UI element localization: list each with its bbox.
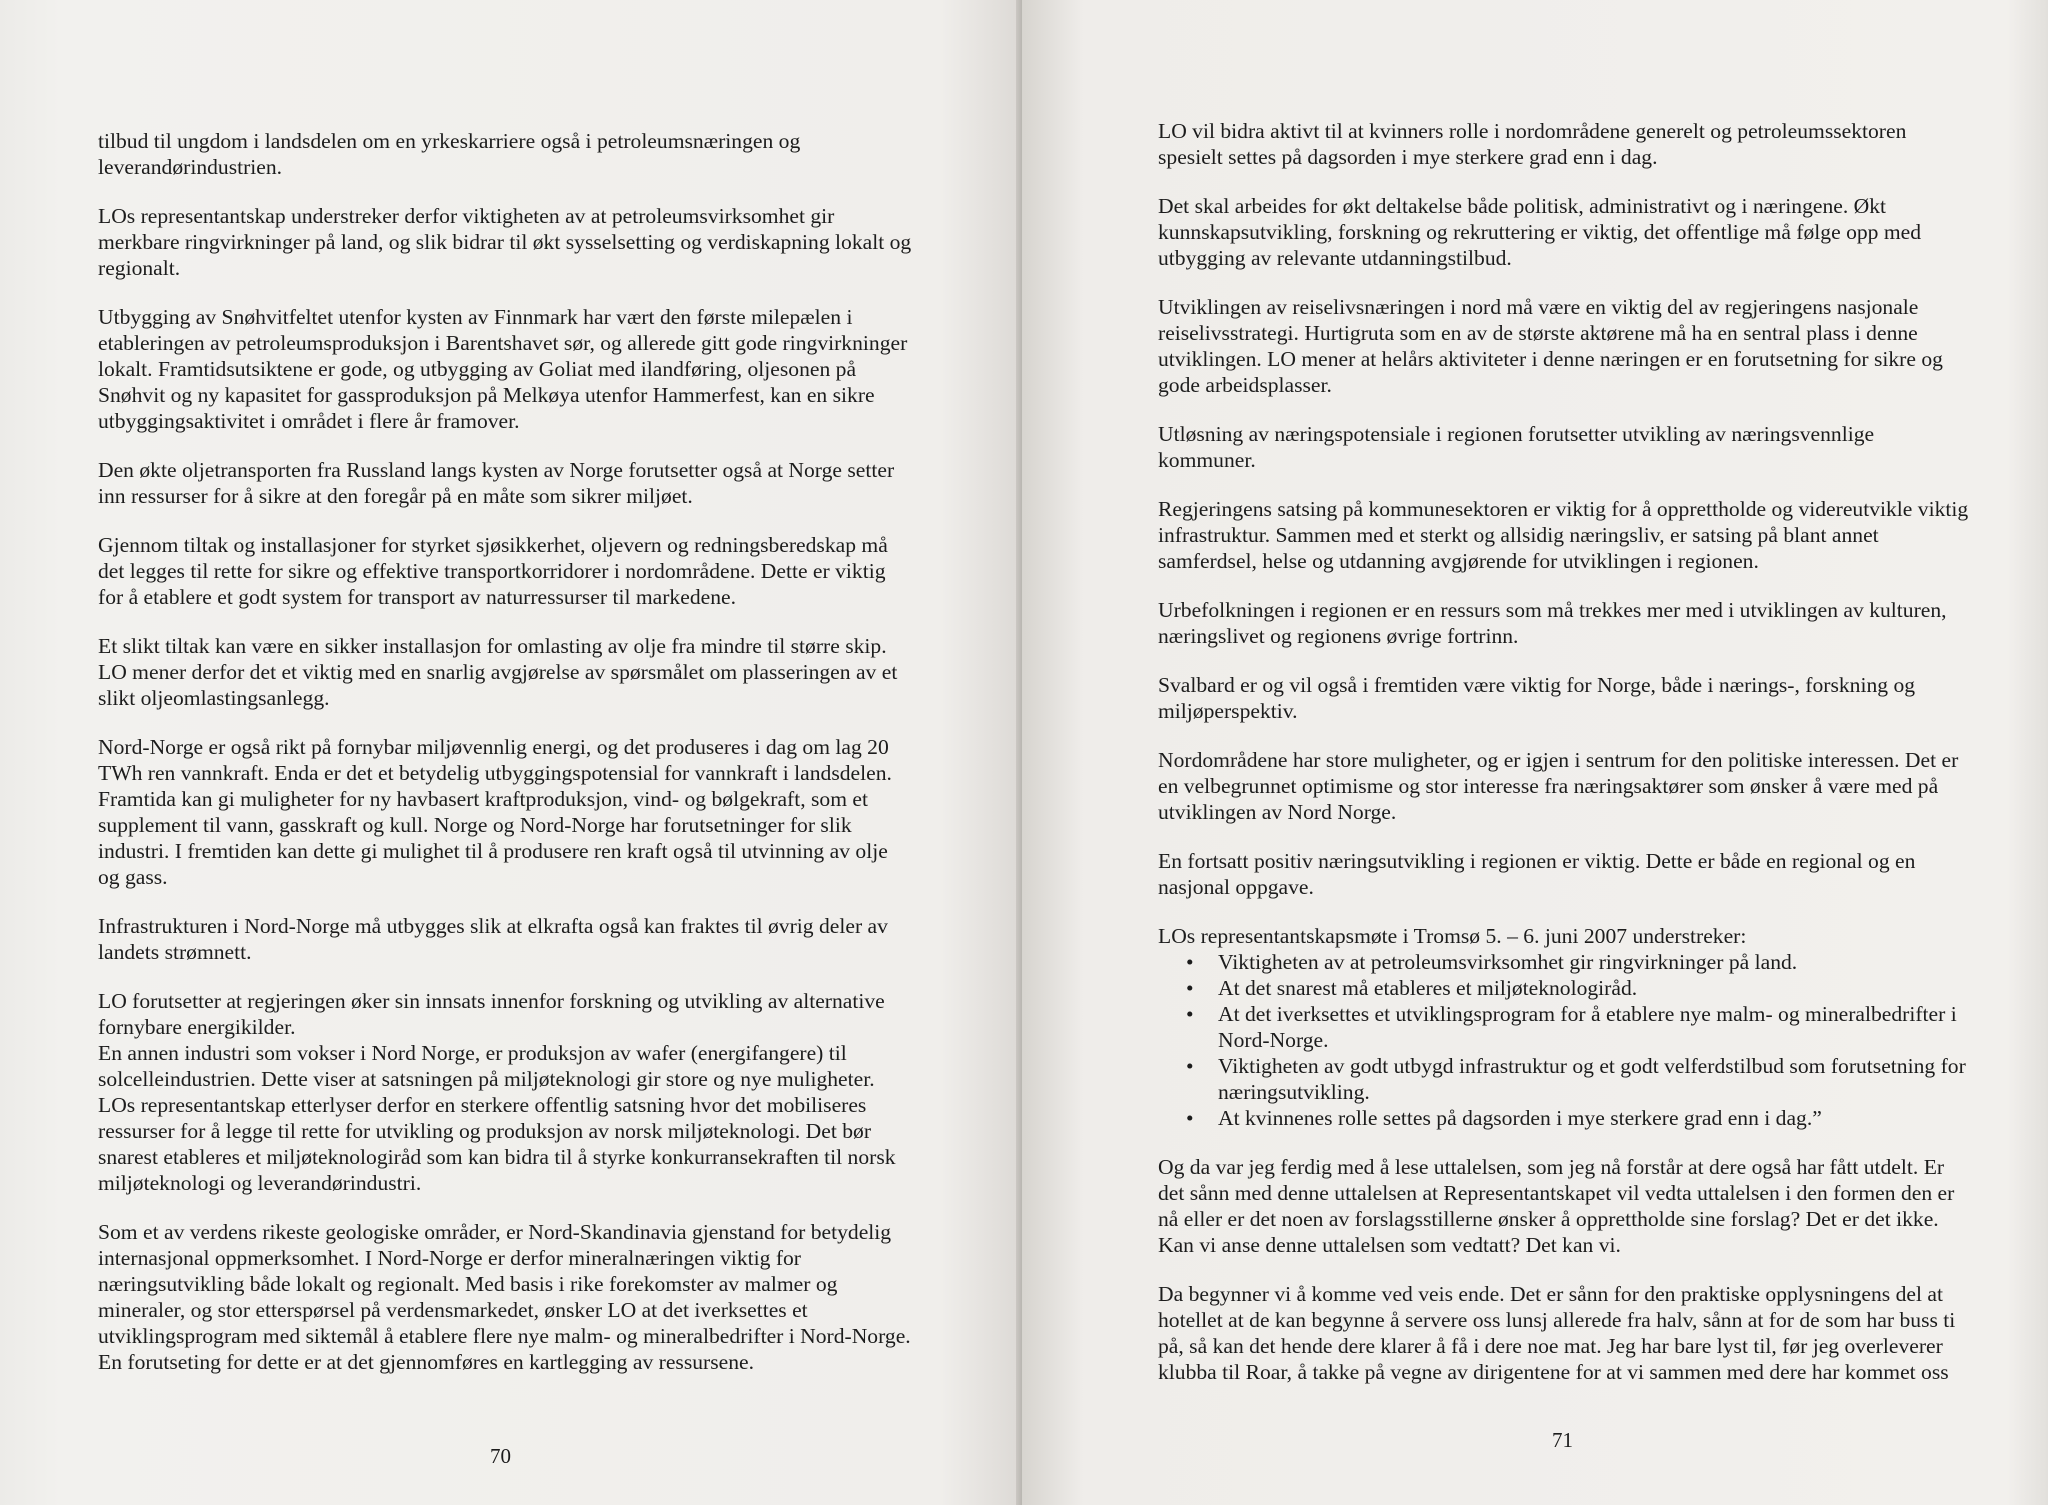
paragraph: Det skal arbeides for økt deltakelse både politisk, administrativt og i næringene. Økt kunnskapsutvikling, forskning og rekruttering er viktig, det offentlige må følge opp med utbygging av relevante utdanningstilbud.: [1158, 194, 1922, 270]
paragraph: Infrastrukturen i Nord-Norge må utbygges slik at elkrafta også kan fraktes til øvrig deler av landets strømnett.: [98, 914, 888, 964]
list-item-text: At det snarest må etableres et miljøteknologiråd.: [1218, 976, 1638, 1000]
list-item: [1186, 1053, 2008, 1105]
paragraph: LO vil bidra aktivt til at kvinners rolle i nordområdene generelt og petroleumssektoren spesielt settes på dagsorden i mye sterkere grad enn i dag.: [1158, 119, 1907, 169]
list-item: [1186, 1001, 2008, 1053]
bullet-icon: •: [1186, 950, 1194, 974]
list-intro: LOs representantskapsmøte i Tromsø 5. – 6. juni 2007 understreker:: [1158, 924, 1747, 948]
paragraph: Nordområdene har store muligheter, og er igjen i sentrum for den politiske interessen. Det er en velbegrunnet optimisme og stor interesse fra næringsaktører som ønsker å være med på utviklingen av Nord Norge.: [1158, 748, 1959, 824]
paragraph: Den økte oljetransporten fra Russland langs kysten av Norge forutsetter også at Norge setter inn ressurser for å sikre at den foregår på en måte som sikrer miljøet.: [98, 458, 895, 508]
paragraph: Gjennom tiltak og installasjoner for styrket sjøsikkerhet, oljevern og redningsberedskap må det legges til rette for sikre og effektive transportkorridorer i nordområdene. Dette er viktig for å etablere et godt system for transport av naturressurser til markedene.: [98, 533, 888, 609]
resolution-list: [1158, 949, 2008, 1131]
paragraph: En fortsatt positiv næringsutvikling i regionen er viktig. Dette er både en regional og en nasjonal oppgave.: [1158, 849, 1916, 899]
list-item: [1186, 1105, 2008, 1131]
paragraph: Regjeringens satsing på kommunesektoren er viktig for å opprettholde og videreutvikle viktig infrastruktur. Sammen med et sterkt og allsidig næringsliv, er satsing på blant annet samferdsel, helse og utdanning avgjørende for utviklingen i regionen.: [1158, 497, 1969, 573]
right-page-body: [1158, 118, 2008, 1385]
bullet-icon: •: [1186, 1002, 1194, 1026]
paragraph: Urbefolkningen i regionen er en ressurs som må trekkes mer med i utviklingen av kulturen, næringslivet og regionens øvrige fortrinn.: [1158, 598, 1947, 648]
paragraph: tilbud til ungdom i landsdelen om en yrkeskarriere også i petroleumsnæringen og leverandørindustrien.: [98, 129, 801, 179]
paragraph: Da begynner vi å komme ved veis ende. Det er sånn for den praktiske opplysningens del at hotellet at de kan begynne å servere oss lunsj allerede fra halv, sånn at for de som har buss ti på, så kan det hende dere klarer å få i dere noe mat. Jeg har bare lyst til, før jeg overleverer klubba til Roar, å takke på vegne av dirigentene for at vi sammen med dere har kommet oss: [1158, 1282, 1956, 1384]
paragraph: Utløsning av næringspotensiale i regionen forutsetter utvikling av næringsvennlige kommuner.: [1158, 422, 1875, 472]
paragraph: Og da var jeg ferdig med å lese uttalelsen, som jeg nå forstår at dere også har fått utdelt. Er det sånn med denne uttalelsen at Representantskapet vil vedta uttalelsen i den formen den er nå eller er det noen av forslagsstillerne ønsker å opprettholde sine forslag? Det er det ikke. Kan vi anse denne uttalelsen som vedtatt? Det kan vi.: [1158, 1155, 1955, 1257]
paragraph: Som et av verdens rikeste geologiske områder, er Nord-Skandinavia gjenstand for betydelig internasjonal oppmerksomhet. I Nord-Norge er derfor mineralnæringen viktig for næringsutvikling både lokalt og regionalt. Med basis i rike forekomster av malmer og mineraler, og stor etterspørsel på verdensmarkedet, ønsker LO at det iverksettes et utviklingsprogram med siktemål å etablere flere nye malm- og mineralbedrifter i Nord-Norge. En forutseting for dette er at det gjennomføres en kartlegging av ressursene.: [98, 1220, 911, 1374]
bullet-icon: •: [1186, 976, 1194, 1000]
right-page: [1022, 0, 2048, 1505]
left-page: [0, 0, 1022, 1505]
bullet-icon: •: [1186, 1054, 1194, 1078]
list-item: [1186, 949, 2008, 975]
paragraph: LOs representantskap understreker derfor viktigheten av at petroleumsvirksomhet gir merkbare ringvirkninger på land, og slik bidrar til økt sysselsetting og verdiskapning lokalt og regionalt.: [98, 204, 912, 280]
paragraph: Et slikt tiltak kan være en sikker installasjon for omlasting av olje fra mindre til større skip. LO mener derfor det et viktig med en snarlig avgjørelse av spørsmålet om plasseringen av et slikt oljeomlastingsanlegg.: [98, 634, 898, 710]
list-item-text: At kvinnenes rolle settes på dagsorden i mye sterkere grad enn i dag.”: [1218, 1106, 1822, 1130]
paragraph: Utbygging av Snøhvitfeltet utenfor kysten av Finnmark har vært den første milepælen i etableringen av petroleumsproduksjon i Barentshavet sør, og allerede gitt gode ringvirkninger lokalt. Framtidsutsiktene er gode, og utbygging av Goliat med ilandføring, oljesonen på Snøhvit og ny kapasitet for gassproduksjon på Melkøya utenfor Hammerfest, kan en sikre utbyggingsaktivitet i området i flere år framover.: [98, 305, 908, 433]
list-item: [1186, 975, 2008, 1001]
page-number: 71: [1552, 1428, 1573, 1452]
list-item-text: Viktigheten av at petroleumsvirksomhet gir ringvirkninger på land.: [1218, 950, 1798, 974]
paragraph: Nord-Norge er også rikt på fornybar miljøvennlig energi, og det produseres i dag om lag 20 TWh ren vannkraft. Enda er det et betydelig utbyggingspotensial for vannkraft i landsdelen. Framtida kan gi muligheter for ny havbasert kraftproduksjon, vind- og bølgekraft, som et supplement til vann, gasskraft og kull. Norge og Nord-Norge har forutsetninger for slik industri. I fremtiden kan dette gi mulighet til å produsere ren kraft også til utvinning av olje og gass.: [98, 735, 892, 889]
paragraph: LO forutsetter at regjeringen øker sin innsats innenfor forskning og utvikling av alternative fornybare energikilder. En annen industri som vokser i Nord Norge, er produksjon av wafer (energifangere) til solcelleindustrien. Dette viser at satsningen på miljøteknologi gir store og nye muligheter. LOs representantskap etterlyser derfor en sterkere offentlig satsning hvor det mobiliseres ressurser for å legge til rette for utvikling og produksjon av norsk miljøteknologi. Det bør snarest etableres et miljøteknologiråd som kan bidra til å styrke konkurransekraften til norsk miljøteknologi og leverandørindustri.: [98, 989, 896, 1195]
list-item-text: Viktigheten av godt utbygd infrastruktur og et godt velferdstilbud som forutsetning for næringsutvikling.: [1218, 1054, 1966, 1104]
page-number: 70: [490, 1444, 511, 1468]
list-item-text: At det iverksettes et utviklingsprogram for å etablere nye malm- og mineralbedrifter i Nord-Norge.: [1218, 1002, 1957, 1052]
paragraph: Svalbard er og vil også i fremtiden være viktig for Norge, både i nærings-, forskning og miljøperspektiv.: [1158, 673, 1916, 723]
paragraph: Utviklingen av reiselivsnæringen i nord må være en viktig del av regjeringens nasjonale reiselivsstrategi. Hurtigruta som en av de største aktørene må ha en sentral plass i denne utviklingen. LO mener at helårs aktiviteter i denne næringen er en forutsetning for sikre og gode arbeidsplasser.: [1158, 295, 1943, 397]
left-page-body: [98, 128, 928, 1375]
bullet-icon: •: [1186, 1106, 1194, 1130]
